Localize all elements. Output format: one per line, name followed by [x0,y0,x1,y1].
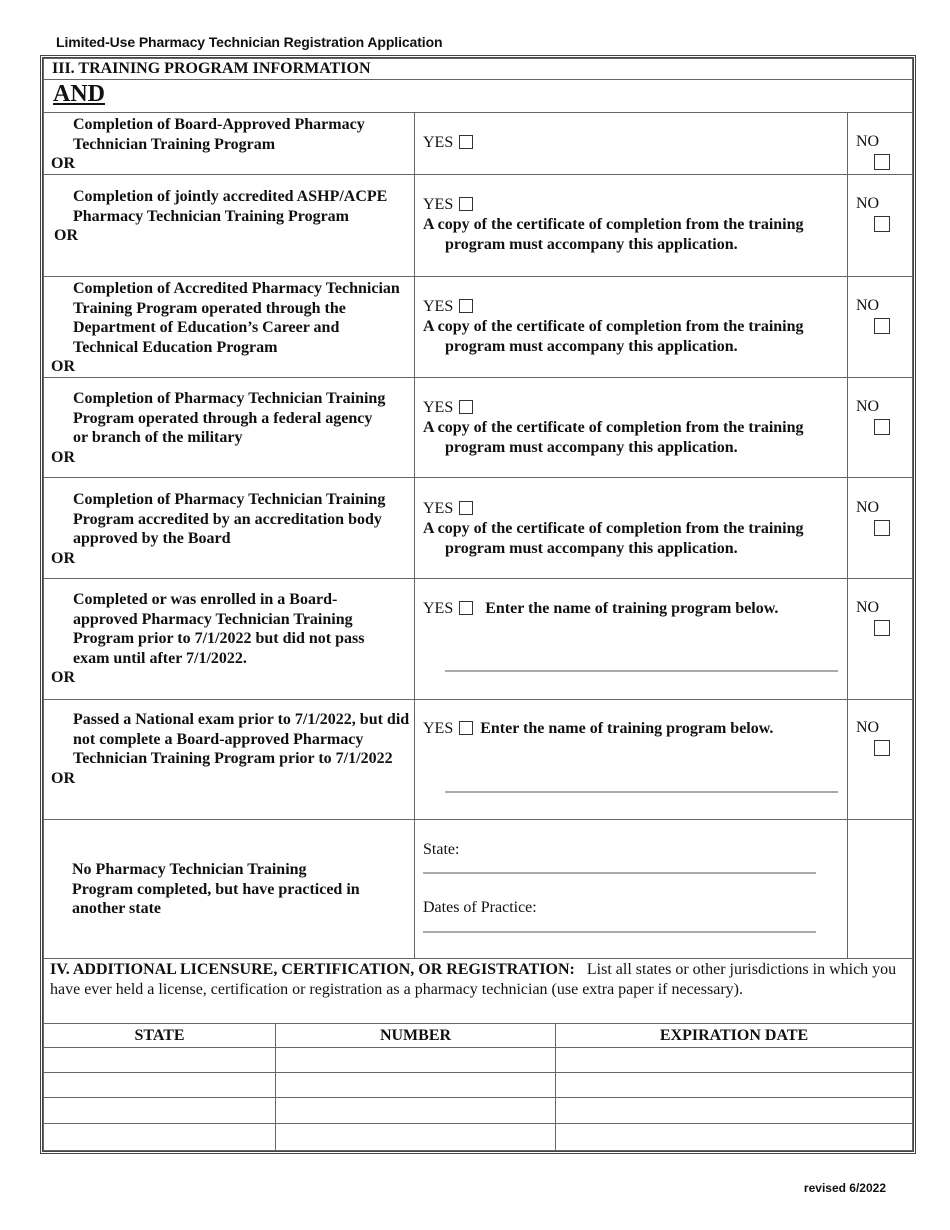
row5-or: OR [51,669,75,686]
row7-dates-line[interactable] [423,931,816,933]
row1-yes[interactable] [423,195,843,255]
row0-yes[interactable] [423,133,473,153]
row4-note [423,519,843,559]
section4-text-block [50,960,910,1000]
table-row-4-expiration[interactable] [555,1123,913,1151]
row6-no[interactable] [856,719,890,756]
row6-no-cell [847,699,913,820]
row7-state-line[interactable] [423,872,816,874]
row5-yes-label: YES [423,600,454,617]
table-row-2-expiration[interactable] [555,1072,913,1098]
section3-header-box [43,58,913,80]
row6-no-label: NO [856,719,880,736]
row7-label [50,860,370,919]
row3-or: OR [51,448,75,466]
row2-yes-checkbox[interactable] [459,299,473,313]
row1-note [423,215,843,255]
table-row-2-number[interactable] [275,1072,556,1098]
row5-program-name-line[interactable] [445,670,838,672]
row0-yes-cell [414,112,848,175]
row3-note [423,418,843,458]
row1-no-label: NO [856,195,880,212]
table-row-3-number[interactable] [275,1097,556,1124]
row5-no[interactable] [856,599,890,636]
row4-note-line1: A copy of the certificate of completion from the training [423,520,804,537]
row4-no-label: NO [856,499,880,516]
row5-label [51,590,396,688]
row4-no[interactable] [856,499,890,536]
row7-state-label: State: [423,841,460,858]
row6-yes-label: YES [423,720,454,737]
row6-text: Passed a National exam prior to 7/1/2022, but did not complete a Board-approved Pharmacy Technician Training Program prior to 7/1/2022 [73,711,410,767]
row0-yes-label: YES [423,134,454,151]
table-row-1-state[interactable] [43,1047,276,1073]
row1-no[interactable] [856,195,890,232]
row2-yes[interactable] [423,297,843,357]
row0-text: Completion of Board-Approved Pharmacy Technician Training Program [73,116,365,153]
row1-text: Completion of jointly accredited ASHP/ACPE Pharmacy Technician Training Program [73,188,388,225]
row5-no-checkbox[interactable] [874,620,890,636]
revision-note: revised 6/2022 [803,1181,886,1195]
row1-note-line1: A copy of the certificate of completion from the training [423,216,804,233]
row6-or: OR [51,769,75,787]
row4-no-checkbox[interactable] [874,520,890,536]
row1-label [51,187,411,246]
row5-yes[interactable] [423,599,843,619]
col-state-header: STATE [134,1027,185,1044]
row4-label [51,490,401,568]
row7-empty-cell [847,819,913,959]
row2-text: Completion of Accredited Pharmacy Technician Training Program operated through the Department of Education’s Career and Technical Education Program [73,280,400,356]
row0-no-label: NO [856,133,880,150]
table-row-2-state[interactable] [43,1072,276,1098]
row4-note-line2: program must accompany this application. [445,540,738,557]
table-row-1-expiration[interactable] [555,1047,913,1073]
row6-enter: Enter the name of training program below. [480,720,774,737]
row4-yes-checkbox[interactable] [459,501,473,515]
and-box [43,79,913,113]
row2-yes-label: YES [423,298,454,315]
row2-no-checkbox[interactable] [874,318,890,334]
row5-enter: Enter the name of training program below. [485,600,779,617]
row0-or: OR [51,155,75,172]
row5-no-label: NO [856,599,880,616]
row6-label [51,710,411,788]
row7-dates-label: Dates of Practice: [423,899,537,916]
row4-or: OR [51,549,75,567]
row3-note-line2: program must accompany this application. [445,439,738,456]
row4-text: Completion of Pharmacy Technician Training Program accredited by an accreditation body approved by the Board [73,491,386,547]
row1-or: OR [54,227,78,244]
row6-yes[interactable] [423,719,843,739]
row1-yes-checkbox[interactable] [459,197,473,211]
row6-yes-cell [414,699,848,820]
row1-no-checkbox[interactable] [874,216,890,232]
row0-label [51,115,401,174]
row3-no-label: NO [856,398,880,415]
row2-note-line2: program must accompany this application. [445,338,738,355]
table-row-1-number[interactable] [275,1047,556,1073]
row2-note-line1: A copy of the certificate of completion from the training [423,318,804,335]
row1-note-line2: program must accompany this application. [445,236,738,253]
row5-no-cell [847,578,913,700]
table-row-4-state[interactable] [43,1123,276,1151]
section4-header: IV. ADDITIONAL LICENSURE, CERTIFICATION, OR REGISTRATION: [50,961,575,978]
row3-yes-checkbox[interactable] [459,400,473,414]
row3-no-checkbox[interactable] [874,419,890,435]
row3-no[interactable] [856,398,890,435]
row0-no[interactable] [856,133,890,170]
table-row-4-number[interactable] [275,1123,556,1151]
row2-no-label: NO [856,297,880,314]
row6-program-name-line[interactable] [445,791,838,793]
row2-or: OR [51,358,75,375]
form-title: Limited-Use Pharmacy Technician Registration Application [56,34,443,50]
row2-note [423,317,843,357]
table-row-3-state[interactable] [43,1097,276,1124]
section4-instructions: List all states or other jurisdictions in which you have ever held a license, certification or registration as a pharmacy technician (use extra paper if necessary). [50,961,897,998]
row3-text: Completion of Pharmacy Technician Training Program operated through a federal agency or branch of the military [73,390,386,446]
row3-yes[interactable] [423,398,843,458]
section3-header: III. TRAINING PROGRAM INFORMATION [52,60,371,77]
row2-no[interactable] [856,297,890,334]
row3-yes-label: YES [423,399,454,416]
row4-yes[interactable] [423,499,843,559]
col-number-header: NUMBER [379,1027,452,1044]
row0-yes-checkbox[interactable] [459,135,473,149]
and-label: AND [53,81,105,107]
row7-text: No Pharmacy Technician Training Program completed, but have practiced in another state [72,861,360,917]
row7-input-cell [414,819,848,959]
row6-yes-checkbox[interactable] [459,721,473,735]
table-row-3-expiration[interactable] [555,1097,913,1124]
row5-text: Completed or was enrolled in a Board-approved Pharmacy Technician Training Program prior to 7/1/2022 but did not pass exam until after 7/1/2022. [73,591,365,667]
row2-label [51,279,401,377]
row0-no-checkbox[interactable] [874,154,890,170]
row5-yes-cell [414,578,848,700]
row6-no-checkbox[interactable] [874,740,890,756]
row1-yes-label: YES [423,196,454,213]
row3-label [51,389,391,467]
row3-note-line1: A copy of the certificate of completion from the training [423,419,804,436]
row5-yes-checkbox[interactable] [459,601,473,615]
row4-yes-label: YES [423,500,454,517]
col-expiration-header: EXPIRATION DATE [659,1027,809,1044]
